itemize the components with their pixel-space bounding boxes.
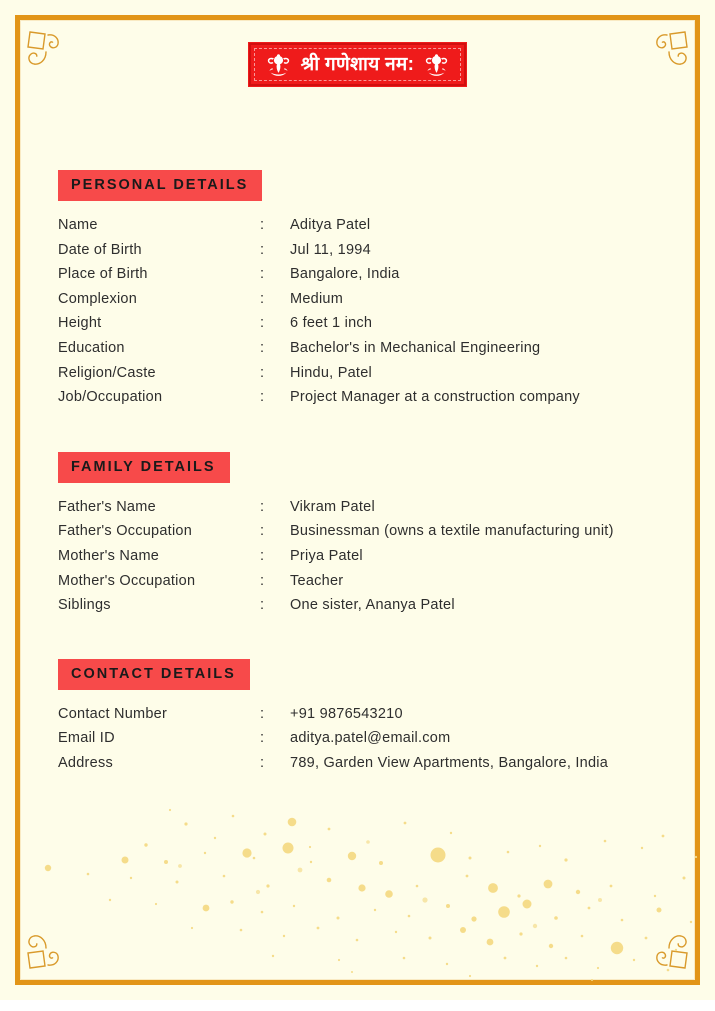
row-value: Vikram Patel — [290, 498, 375, 515]
row-label: Address — [58, 754, 113, 771]
confetti-decoration — [0, 800, 715, 990]
row-label: Religion/Caste — [58, 364, 156, 381]
table-row — [58, 217, 658, 242]
row-value: Teacher — [290, 572, 344, 589]
row-value: Priya Patel — [290, 547, 363, 564]
row-label: Email ID — [58, 730, 115, 747]
table-row — [58, 706, 658, 731]
row-value: Hindu, Patel — [290, 364, 372, 381]
row-separator: : — [260, 389, 265, 406]
row-separator: : — [260, 498, 265, 515]
section-family-details — [58, 452, 658, 622]
row-separator: : — [260, 547, 265, 564]
ganesh-banner — [249, 43, 466, 86]
row-value: Businessman (owns a textile manufacturing unit) — [290, 523, 614, 540]
banner-text: श्री गणेशाय नम: — [300, 54, 415, 75]
corner-flourish-bottom-right-icon — [645, 928, 691, 974]
row-label: Father's Occupation — [58, 523, 193, 540]
table-row — [58, 315, 658, 340]
table-row — [58, 291, 658, 316]
ganesha-icon-left — [267, 52, 290, 77]
section-title-contact-details: CONTACT DETAILS — [58, 659, 250, 690]
table-row — [58, 266, 658, 291]
table-row — [58, 755, 658, 780]
table-row — [58, 548, 658, 573]
row-label: Mother's Name — [58, 547, 160, 564]
row-label: Height — [58, 315, 102, 332]
row-label: Date of Birth — [58, 241, 142, 258]
row-value: 789, Garden View Apartments, Bangalore, India — [290, 754, 609, 771]
section-gap — [58, 622, 658, 659]
row-value: Project Manager at a construction company — [290, 389, 580, 406]
section-personal-details — [58, 170, 658, 414]
row-separator: : — [260, 597, 265, 614]
row-value: 6 feet 1 inch — [290, 315, 373, 332]
table-row — [58, 499, 658, 524]
page-bottom-margin — [0, 1000, 715, 1011]
row-separator: : — [260, 241, 265, 258]
row-separator: : — [260, 705, 265, 722]
row-value: Bachelor's in Mechanical Engineering — [290, 339, 541, 356]
banner-container — [0, 43, 715, 86]
corner-flourish-bottom-left-icon — [24, 928, 70, 974]
table-row — [58, 597, 658, 622]
table-row — [58, 242, 658, 267]
table-row — [58, 340, 658, 365]
section-contact-details — [58, 659, 658, 780]
section-gap — [58, 414, 658, 452]
rows-contact-details — [58, 706, 658, 780]
row-value: +91 9876543210 — [290, 705, 403, 722]
row-separator: : — [260, 266, 265, 283]
row-separator: : — [260, 754, 265, 771]
row-value: One sister, Ananya Patel — [290, 597, 455, 614]
row-separator: : — [260, 290, 265, 307]
row-label: Education — [58, 339, 125, 356]
section-title-personal-details: PERSONAL DETAILS — [58, 170, 262, 201]
row-label: Siblings — [58, 597, 111, 614]
biodata-content — [58, 170, 658, 780]
row-label: Place of Birth — [58, 266, 148, 283]
row-separator: : — [260, 523, 265, 540]
row-separator: : — [260, 730, 265, 747]
row-separator: : — [260, 339, 265, 356]
table-row — [58, 523, 658, 548]
rows-personal-details — [58, 217, 658, 414]
row-label: Job/Occupation — [58, 389, 163, 406]
ganesha-icon-right — [425, 52, 448, 77]
row-label: Father's Name — [58, 498, 156, 515]
row-separator: : — [260, 315, 265, 332]
table-row — [58, 730, 658, 755]
row-value: Aditya Patel — [290, 217, 371, 233]
row-label: Mother's Occupation — [58, 572, 196, 589]
row-value: Medium — [290, 290, 344, 307]
row-separator: : — [260, 217, 265, 233]
row-separator: : — [260, 364, 265, 381]
row-label: Contact Number — [58, 705, 168, 722]
rows-family-details — [58, 499, 658, 622]
row-label: Complexion — [58, 290, 138, 307]
section-title-family-details: FAMILY DETAILS — [58, 452, 230, 483]
row-value: Jul 11, 1994 — [290, 241, 371, 258]
table-row — [58, 389, 658, 414]
row-label: Name — [58, 217, 98, 233]
table-row — [58, 573, 658, 598]
row-value: aditya.patel@email.com — [290, 730, 451, 747]
table-row — [58, 365, 658, 390]
row-value: Bangalore, India — [290, 266, 400, 283]
row-separator: : — [260, 572, 265, 589]
